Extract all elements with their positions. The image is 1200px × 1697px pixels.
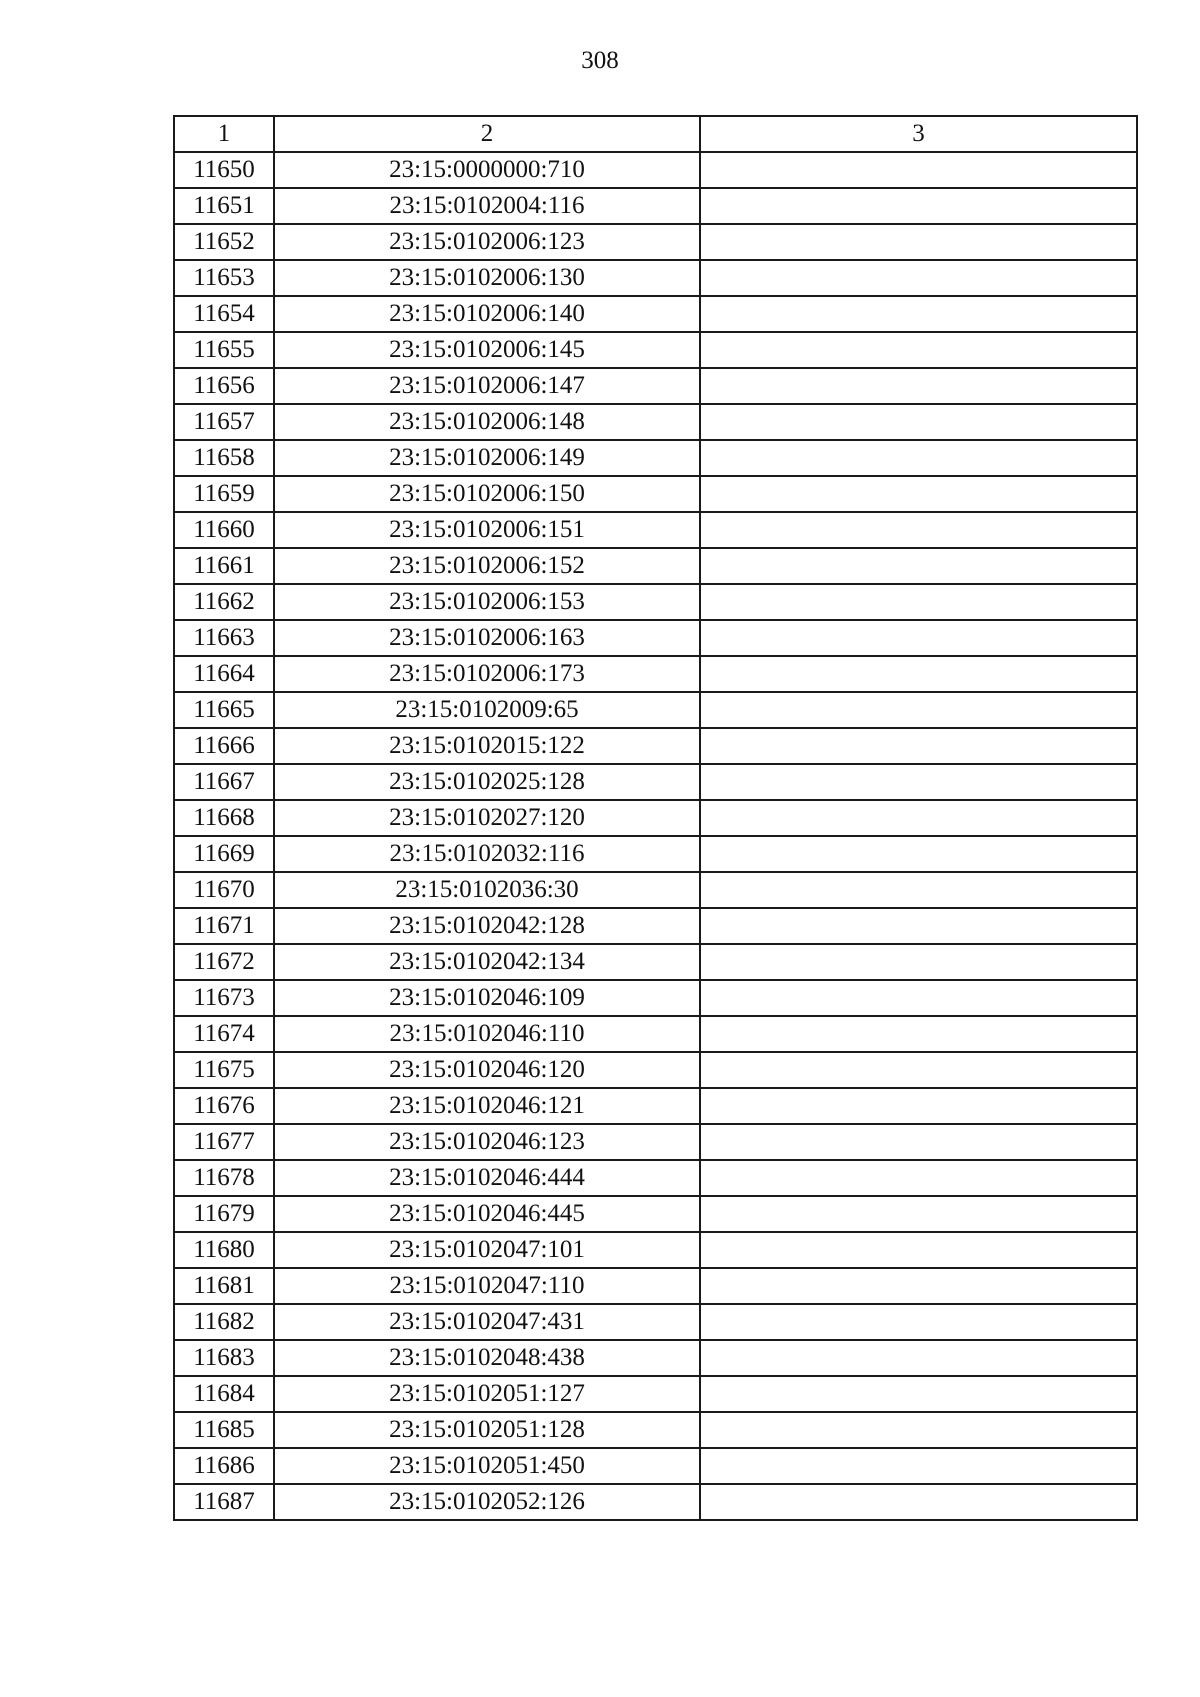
- table-row: [174, 584, 1137, 620]
- note-cell: [700, 296, 1137, 332]
- note-cell: [700, 476, 1137, 512]
- cadastral-number-cell: 23:15:0102047:431: [274, 1304, 700, 1340]
- cadastral-number-cell: 23:15:0102046:109: [274, 980, 700, 1016]
- row-number-cell: 11667: [174, 764, 274, 800]
- note-cell: [700, 1448, 1137, 1484]
- row-number-cell: 11660: [174, 512, 274, 548]
- note-cell: [700, 1052, 1137, 1088]
- note-cell: [700, 188, 1137, 224]
- row-number-cell: 11656: [174, 368, 274, 404]
- row-number-cell: 11673: [174, 980, 274, 1016]
- note-cell: [700, 1484, 1137, 1520]
- note-cell: [700, 1160, 1137, 1196]
- cadastral-number-cell: 23:15:0102006:140: [274, 296, 700, 332]
- table-row: [174, 1232, 1137, 1268]
- cadastral-number-cell: 23:15:0102006:163: [274, 620, 700, 656]
- cadastral-number-cell: 23:15:0102046:123: [274, 1124, 700, 1160]
- row-number-cell: 11674: [174, 1016, 274, 1052]
- cadastral-number-cell: 23:15:0102004:116: [274, 188, 700, 224]
- row-number-cell: 11651: [174, 188, 274, 224]
- row-number-cell: 11653: [174, 260, 274, 296]
- row-number-cell: 11665: [174, 692, 274, 728]
- header-cell-col-2: 2: [274, 116, 700, 152]
- row-number-cell: 11652: [174, 224, 274, 260]
- table-row: [174, 332, 1137, 368]
- row-number-cell: 11670: [174, 872, 274, 908]
- table-row: [174, 1484, 1137, 1520]
- row-number-cell: 11663: [174, 620, 274, 656]
- header-cell-col-3: 3: [700, 116, 1137, 152]
- cadastral-number-cell: 23:15:0102046:121: [274, 1088, 700, 1124]
- table-row: [174, 296, 1137, 332]
- row-number-cell: 11657: [174, 404, 274, 440]
- table-row: [174, 440, 1137, 476]
- note-cell: [700, 656, 1137, 692]
- row-number-cell: 11654: [174, 296, 274, 332]
- table-row: [174, 1412, 1137, 1448]
- table-row: [174, 1268, 1137, 1304]
- row-number-cell: 11687: [174, 1484, 274, 1520]
- cadastral-number-cell: 23:15:0102027:120: [274, 800, 700, 836]
- row-number-cell: 11677: [174, 1124, 274, 1160]
- note-cell: [700, 512, 1137, 548]
- note-cell: [700, 1268, 1137, 1304]
- table-row: [174, 476, 1137, 512]
- row-number-cell: 11655: [174, 332, 274, 368]
- cadastral-number-cell: 23:15:0102051:127: [274, 1376, 700, 1412]
- cadastral-number-cell: 23:15:0102047:110: [274, 1268, 700, 1304]
- table-row: [174, 872, 1137, 908]
- note-cell: [700, 944, 1137, 980]
- cadastral-number-cell: 23:15:0102006:145: [274, 332, 700, 368]
- table-row: [174, 260, 1137, 296]
- row-number-cell: 11668: [174, 800, 274, 836]
- cadastral-number-cell: 23:15:0102006:147: [274, 368, 700, 404]
- cadastral-number-cell: 23:15:0102046:110: [274, 1016, 700, 1052]
- table-row: [174, 548, 1137, 584]
- cadastral-number-cell: 23:15:0000000:710: [274, 152, 700, 188]
- page-number: 308: [581, 47, 619, 74]
- table-row: [174, 1448, 1137, 1484]
- cadastral-number-cell: 23:15:0102006:130: [274, 260, 700, 296]
- note-cell: [700, 224, 1137, 260]
- table-row: [174, 368, 1137, 404]
- note-cell: [700, 1088, 1137, 1124]
- row-number-cell: 11685: [174, 1412, 274, 1448]
- note-cell: [700, 764, 1137, 800]
- note-cell: [700, 440, 1137, 476]
- table-row: [174, 1160, 1137, 1196]
- note-cell: [700, 836, 1137, 872]
- table-row: [174, 980, 1137, 1016]
- header-cell-col-1: 1: [174, 116, 274, 152]
- table-row: [174, 656, 1137, 692]
- cadastral-number-cell: 23:15:0102042:128: [274, 908, 700, 944]
- note-cell: [700, 1412, 1137, 1448]
- table-row: [174, 692, 1137, 728]
- cadastral-number-cell: 23:15:0102006:152: [274, 548, 700, 584]
- table-row: [174, 1088, 1137, 1124]
- note-cell: [700, 620, 1137, 656]
- note-cell: [700, 1196, 1137, 1232]
- row-number-cell: 11678: [174, 1160, 274, 1196]
- note-cell: [700, 1376, 1137, 1412]
- row-number-cell: 11669: [174, 836, 274, 872]
- row-number-cell: 11676: [174, 1088, 274, 1124]
- cadastral-number-cell: 23:15:0102006:149: [274, 440, 700, 476]
- table-row: [174, 1304, 1137, 1340]
- row-number-cell: 11683: [174, 1340, 274, 1376]
- cadastral-number-cell: 23:15:0102051:128: [274, 1412, 700, 1448]
- note-cell: [700, 872, 1137, 908]
- table-body: [174, 152, 1137, 1520]
- table-row: [174, 1376, 1137, 1412]
- note-cell: [700, 332, 1137, 368]
- table-row: [174, 224, 1137, 260]
- row-number-cell: 11661: [174, 548, 274, 584]
- cadastral-number-cell: 23:15:0102046:445: [274, 1196, 700, 1232]
- table-row: [174, 404, 1137, 440]
- row-number-cell: 11662: [174, 584, 274, 620]
- note-cell: [700, 368, 1137, 404]
- note-cell: [700, 260, 1137, 296]
- note-cell: [700, 692, 1137, 728]
- table-row: [174, 152, 1137, 188]
- cadastral-number-cell: 23:15:0102046:444: [274, 1160, 700, 1196]
- cadastral-number-cell: 23:15:0102009:65: [274, 692, 700, 728]
- cadastral-number-cell: 23:15:0102032:116: [274, 836, 700, 872]
- note-cell: [700, 980, 1137, 1016]
- row-number-cell: 11672: [174, 944, 274, 980]
- note-cell: [700, 1016, 1137, 1052]
- registry-table: [173, 115, 1138, 1521]
- table-row: [174, 188, 1137, 224]
- note-cell: [700, 1340, 1137, 1376]
- note-cell: [700, 1232, 1137, 1268]
- note-cell: [700, 1304, 1137, 1340]
- cadastral-number-cell: 23:15:0102047:101: [274, 1232, 700, 1268]
- table-row: [174, 1016, 1137, 1052]
- cadastral-number-cell: 23:15:0102042:134: [274, 944, 700, 980]
- note-cell: [700, 152, 1137, 188]
- note-cell: [700, 728, 1137, 764]
- note-cell: [700, 908, 1137, 944]
- cadastral-number-cell: 23:15:0102025:128: [274, 764, 700, 800]
- cadastral-number-cell: 23:15:0102006:151: [274, 512, 700, 548]
- table-row: [174, 1196, 1137, 1232]
- row-number-cell: 11664: [174, 656, 274, 692]
- cadastral-number-cell: 23:15:0102006:153: [274, 584, 700, 620]
- table-row: [174, 620, 1137, 656]
- table-row: [174, 1052, 1137, 1088]
- note-cell: [700, 404, 1137, 440]
- note-cell: [700, 800, 1137, 836]
- row-number-cell: 11681: [174, 1268, 274, 1304]
- note-cell: [700, 584, 1137, 620]
- table-row: [174, 944, 1137, 980]
- table-row: [174, 836, 1137, 872]
- cadastral-number-cell: 23:15:0102006:148: [274, 404, 700, 440]
- note-cell: [700, 548, 1137, 584]
- row-number-cell: 11684: [174, 1376, 274, 1412]
- cadastral-number-cell: 23:15:0102036:30: [274, 872, 700, 908]
- row-number-cell: 11658: [174, 440, 274, 476]
- cadastral-number-cell: 23:15:0102006:173: [274, 656, 700, 692]
- table-row: [174, 1340, 1137, 1376]
- table-row: [174, 764, 1137, 800]
- table-row: [174, 908, 1137, 944]
- cadastral-number-cell: 23:15:0102015:122: [274, 728, 700, 764]
- cadastral-number-cell: 23:15:0102052:126: [274, 1484, 700, 1520]
- table-row: [174, 728, 1137, 764]
- row-number-cell: 11675: [174, 1052, 274, 1088]
- row-number-cell: 11679: [174, 1196, 274, 1232]
- cadastral-number-cell: 23:15:0102006:150: [274, 476, 700, 512]
- table-row: [174, 512, 1137, 548]
- header-row: [174, 116, 1137, 152]
- row-number-cell: 11682: [174, 1304, 274, 1340]
- cadastral-number-cell: 23:15:0102051:450: [274, 1448, 700, 1484]
- row-number-cell: 11671: [174, 908, 274, 944]
- row-number-cell: 11666: [174, 728, 274, 764]
- row-number-cell: 11680: [174, 1232, 274, 1268]
- row-number-cell: 11659: [174, 476, 274, 512]
- row-number-cell: 11686: [174, 1448, 274, 1484]
- cadastral-number-cell: 23:15:0102048:438: [274, 1340, 700, 1376]
- cadastral-number-cell: 23:15:0102046:120: [274, 1052, 700, 1088]
- table-row: [174, 1124, 1137, 1160]
- row-number-cell: 11650: [174, 152, 274, 188]
- cadastral-number-cell: 23:15:0102006:123: [274, 224, 700, 260]
- note-cell: [700, 1124, 1137, 1160]
- table-row: [174, 800, 1137, 836]
